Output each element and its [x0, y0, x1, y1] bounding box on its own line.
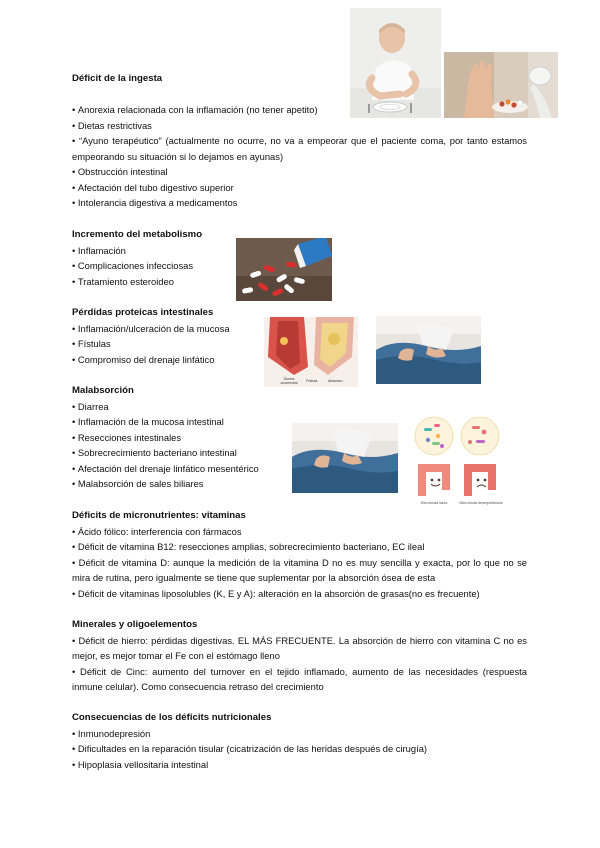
section-heading: Déficits de micronutrientes: vitaminas: [72, 510, 246, 521]
list-item: • Fístulas: [72, 336, 527, 352]
list-item: • Ácido fólico: interferencia con fármacos: [72, 524, 527, 540]
section-heading: Minerales y oligoelementos: [72, 619, 198, 630]
list-item: • Sobrecrecimiento bacteriano intestinal: [72, 445, 527, 461]
list-item: • Dificultades en la reparación tisular (cicatrización de las heridas después de cirugía): [72, 741, 527, 757]
microbiota-label-healthy: Microbiota sana: [420, 501, 448, 505]
section-heading: Malabsorción: [72, 385, 134, 396]
list-item: • Compromiso del drenaje linfático: [72, 352, 527, 368]
section-minerals: [72, 617, 527, 695]
section-heading: Incremento del metabolismo: [72, 229, 203, 240]
list-item: • Déficit de vitamina D: aunque la medición de la vitamina D no es muy sencilla y exacta, por lo que no se mira de rutina, pero igualmente se tiene que suplementar por la absorción ósea de esta: [72, 555, 527, 586]
section-protein-loss: [72, 305, 527, 367]
section-heading: Consecuencias de los déficits nutricionales: [72, 712, 272, 723]
section-malabsorption: [72, 383, 527, 492]
list-item: • Déficit de vitaminas liposolubles (K, E y A): alteración en la absorción de grasas(no es frecuente): [72, 586, 527, 602]
anatomy-label-ulcer: Úlcera anorrectal: [280, 377, 298, 385]
microbiota-label-unbalanced: Microbiota desequilibrada: [459, 501, 503, 505]
section-heading: Pérdidas proteicas intestinales: [72, 307, 214, 318]
list-item: • Complicaciones infecciosas: [72, 258, 527, 274]
list-item: • Déficit de Cinc: aumento del turnover en el tejido inflamado, aumento de las necesidades (respuesta inmune celular). Como consecuencia retraso del crecimiento: [72, 664, 527, 695]
anatomy-label-abscess: Absceso: [328, 379, 343, 383]
list-item: • Inmunodepresión: [72, 726, 527, 742]
list-item: • Inflamación de la mucosa intestinal: [72, 414, 527, 430]
list-item: • Déficit de vitamina B12: resecciones amplias, sobrecrecimiento bacteriano, EC ileal: [72, 539, 527, 555]
list-item: • Intolerancia digestiva a medicamentos: [72, 195, 527, 211]
list-item: • Anorexia relacionada con la inflamación (no tener apetito): [72, 102, 527, 118]
anatomy-label-fistula: Fístula: [306, 379, 318, 383]
list-item: • Inflamación/ulceración de la mucosa: [72, 321, 527, 337]
list-item: • Inflamación: [72, 243, 527, 259]
section-intake-deficit: [72, 71, 527, 211]
list-item: • “Ayuno terapéutico” (actualmente no ocurre, no va a empeorar que el paciente coma, por tanto estamos empeorando su situación si lo dejamos en ayunas): [72, 133, 527, 164]
section-metabolism: [72, 227, 527, 289]
list-item: • Obstrucción intestinal: [72, 164, 527, 180]
list-item: • Dietas restrictivas: [72, 118, 527, 134]
list-item: • Afectación del tubo digestivo superior: [72, 180, 527, 196]
list-item: • Malabsorción de sales biliares: [72, 476, 527, 492]
section-heading: Déficit de la ingesta: [72, 73, 163, 84]
list-item: • Tratamiento esteroideo: [72, 274, 527, 290]
section-consequences: [72, 710, 527, 772]
list-item: • Resecciones intestinales: [72, 430, 527, 446]
section-vitamins: [72, 508, 527, 601]
list-item: • Afectación del drenaje linfático mesentérico: [72, 461, 527, 477]
list-item: • Diarrea: [72, 399, 527, 415]
list-item: • Hipoplasia vellositaria intestinal: [72, 757, 527, 773]
list-item: • Déficit de hierro: pérdidas digestivas. EL MÁS FRECUENTE. La absorción de hierro con vitamina C no es mejor, es mejor tomar el Fe con el estómago lleno: [72, 633, 527, 664]
